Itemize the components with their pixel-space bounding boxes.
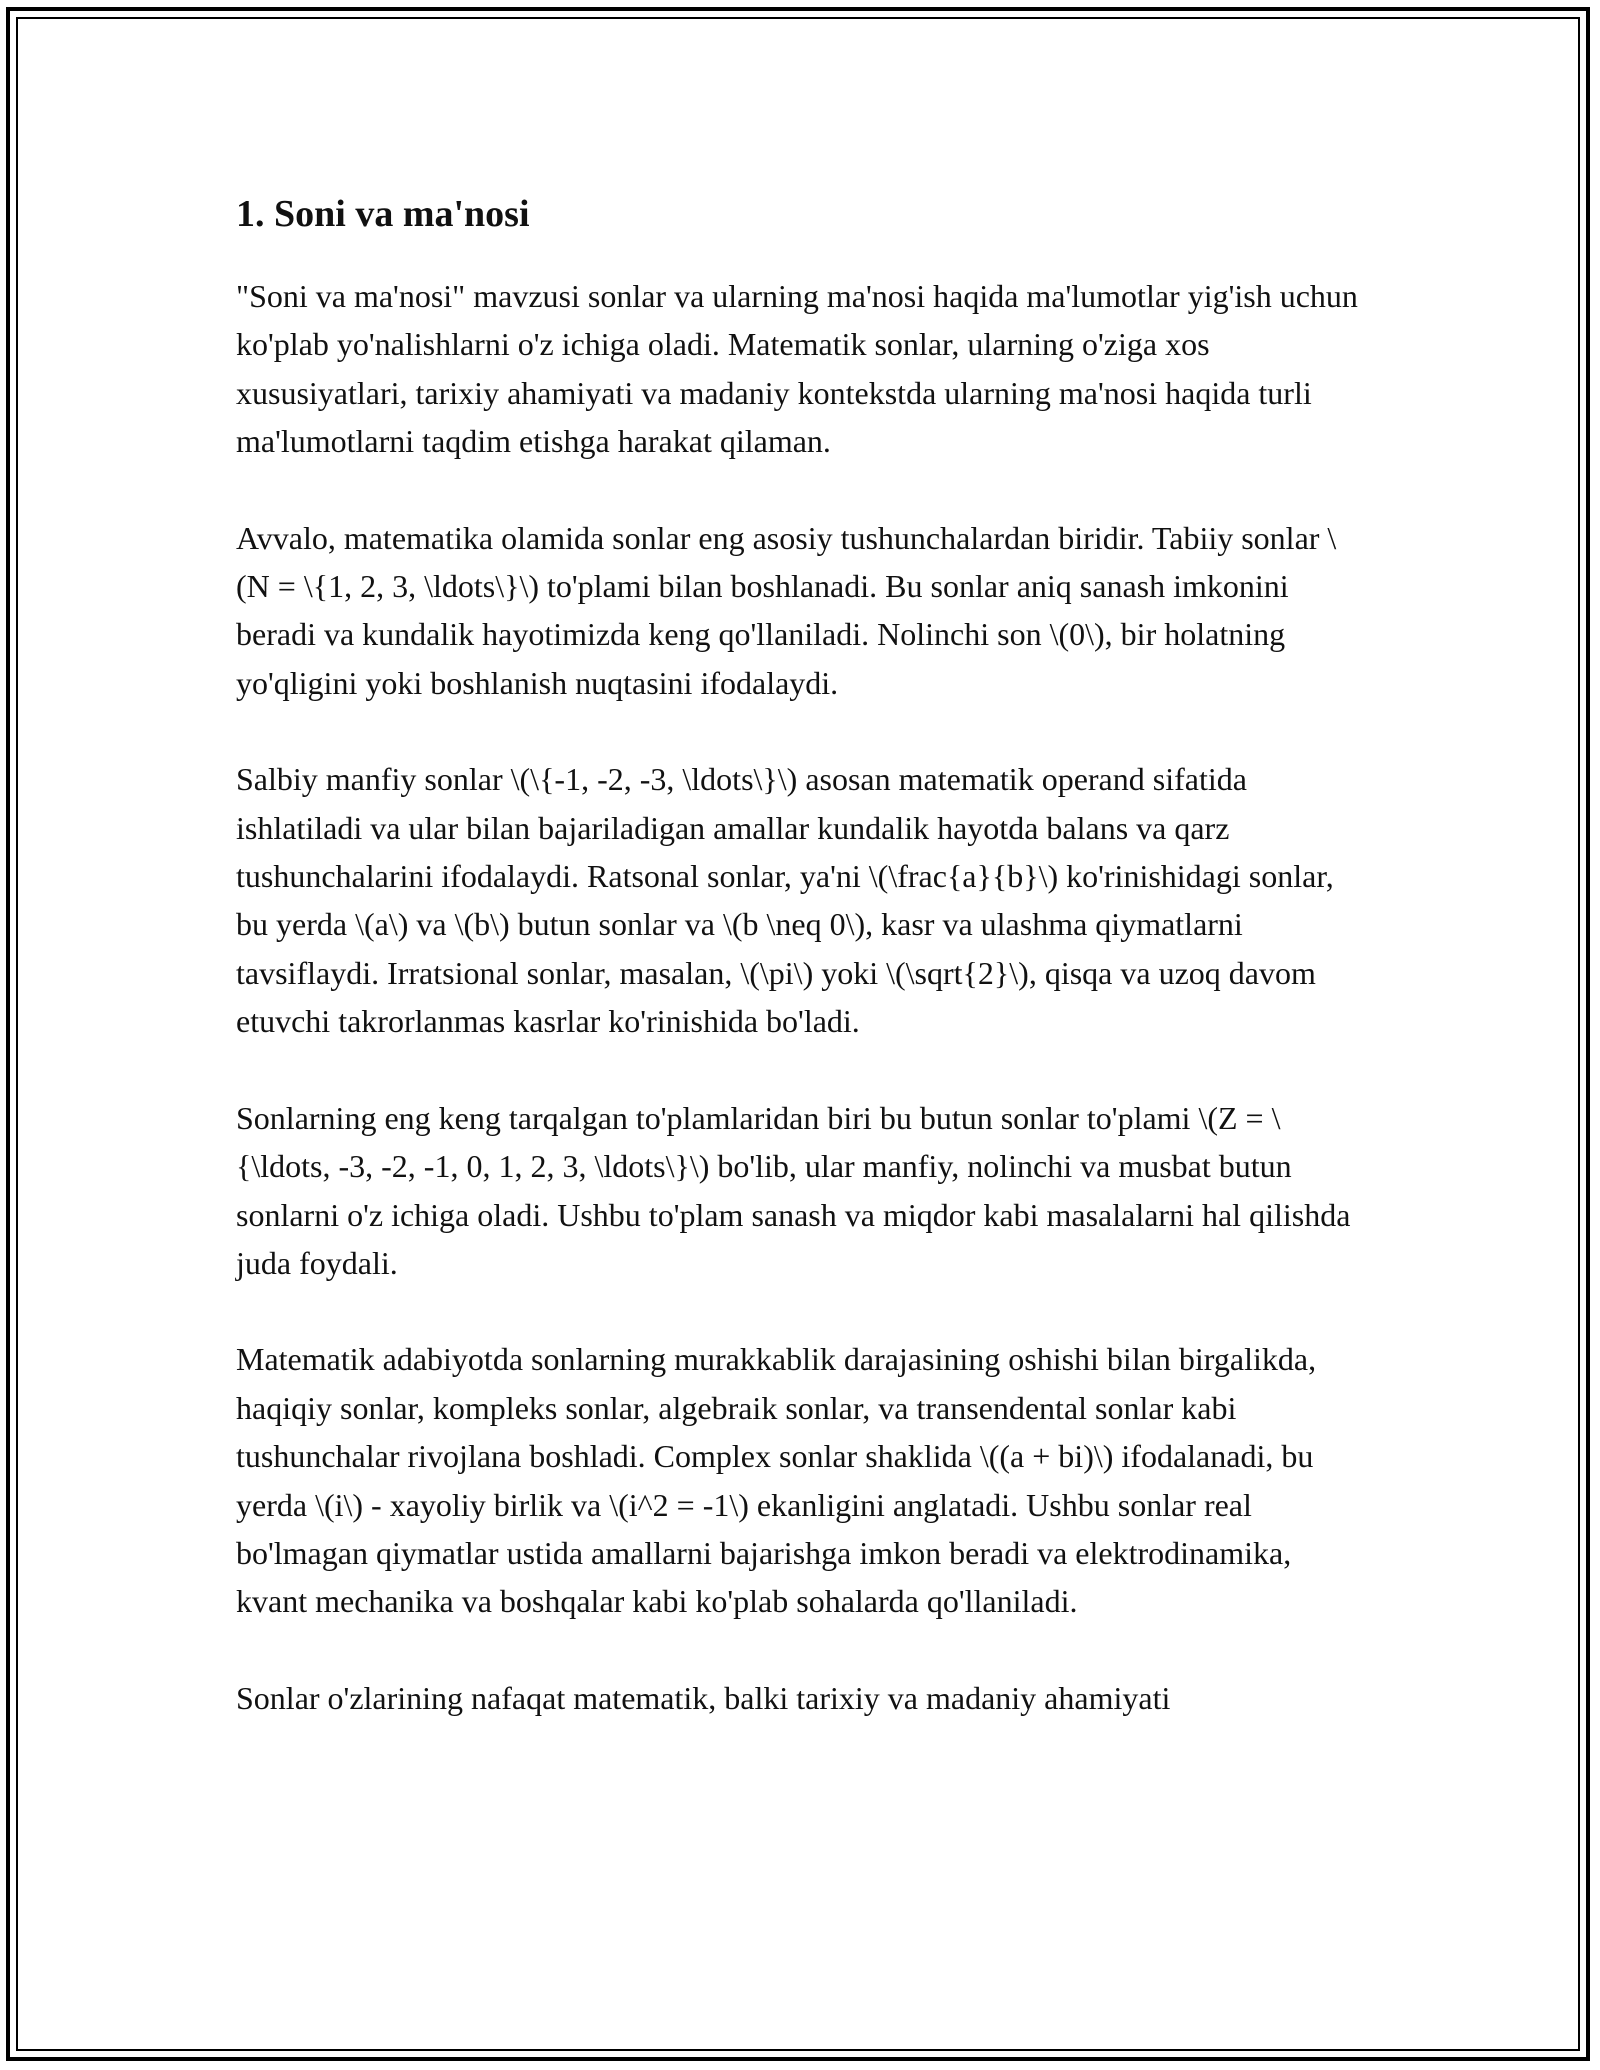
paragraph-3: Salbiy manfiy sonlar \(\{-1, -2, -3, \ldots\}\) asosan matematik operand sifatida ishlatiladi va ular bilan bajariladigan amallar kundalik hayotda balans va qarz tushunchalarini ifodalaydi. Ratsonal sonlar, ya'ni \(\frac{a}{b}\) ko'rinishidagi sonlar, bu yerda \(a\) va \(b\) butun sonlar va \(b \neq 0\), kasr va ulashma qiymatlarni tavsiflaydi. Irratsional sonlar, masalan, \(\pi\) yoki \(\sqrt{2}\), qisqa va uzoq davom etuvchi takrorlanmas kasrlar ko'rinishida bo'ladi. bbox=[236, 761, 1334, 1040]
paragraph-5: Matematik adabiyotda sonlarning murakkablik darajasining oshishi bilan birgalikda, haqiqiy sonlar, kompleks sonlar, algebraik sonlar, va transendental sonlar kabi tushunchalar rivojlana boshladi. Complex sonlar shaklida \((a + bi)\) ifodalanadi, bu yerda \(i\) - xayoliy birlik va \(i^2 = -1\) ekanligini anglatadi. Ushbu sonlar real bo'lmagan qiymatlar ustida amallarni bajarishga imkon beradi va elektrodinamika, kvant mechanika va boshqalar kabi ko'plab sohalarda qo'llaniladi. bbox=[236, 1341, 1317, 1620]
document-page bbox=[236, 186, 1366, 1770]
section-heading: 1. Soni va ma'nosi bbox=[236, 193, 530, 235]
paragraph-1: "Soni va ma'nosi" mavzusi sonlar va ularning ma'nosi haqida ma'lumotlar yig'ish uchun ko'plab yo'nalishlarni o'z ichiga oladi. Matematik sonlar, ularning o'ziga xos xususiyatlari, tarixiy ahamiyati va madaniy kontekstda ularning ma'nosi haqida turli ma'lumotlarni taqdim etishga harakat qilaman. bbox=[236, 278, 1358, 460]
paragraph-4: Sonlarning eng keng tarqalgan to'plamlaridan biri bu butun sonlar to'plami \(Z = \{\ldots, -3, -2, -1, 0, 1, 2, 3, \ldots\}\) bo'lib, ular manfiy, nolinchi va musbat butun sonlarni o'z ichiga oladi. Ushbu to'plam sanash va miqdor kabi masalalarni hal qilishda juda foydali. bbox=[236, 1099, 1351, 1281]
paragraph-6: Sonlar o'zlarining nafaqat matematik, balki tarixiy va madaniy ahamiyati bbox=[236, 1679, 1171, 1716]
paragraph-2: Avvalo, matematika olamida sonlar eng asosiy tushunchalardan biridir. Tabiiy sonlar \(N = \{1, 2, 3, \ldots\}\) to'plami bilan boshlanadi. Bu sonlar aniq sanash imkonini beradi va kundalik hayotimizda keng qo'llaniladi. Nolinchi son \(0\), bir holatning yo'qligini yoki boshlanish nuqtasini ifodalaydi. bbox=[236, 519, 1337, 701]
